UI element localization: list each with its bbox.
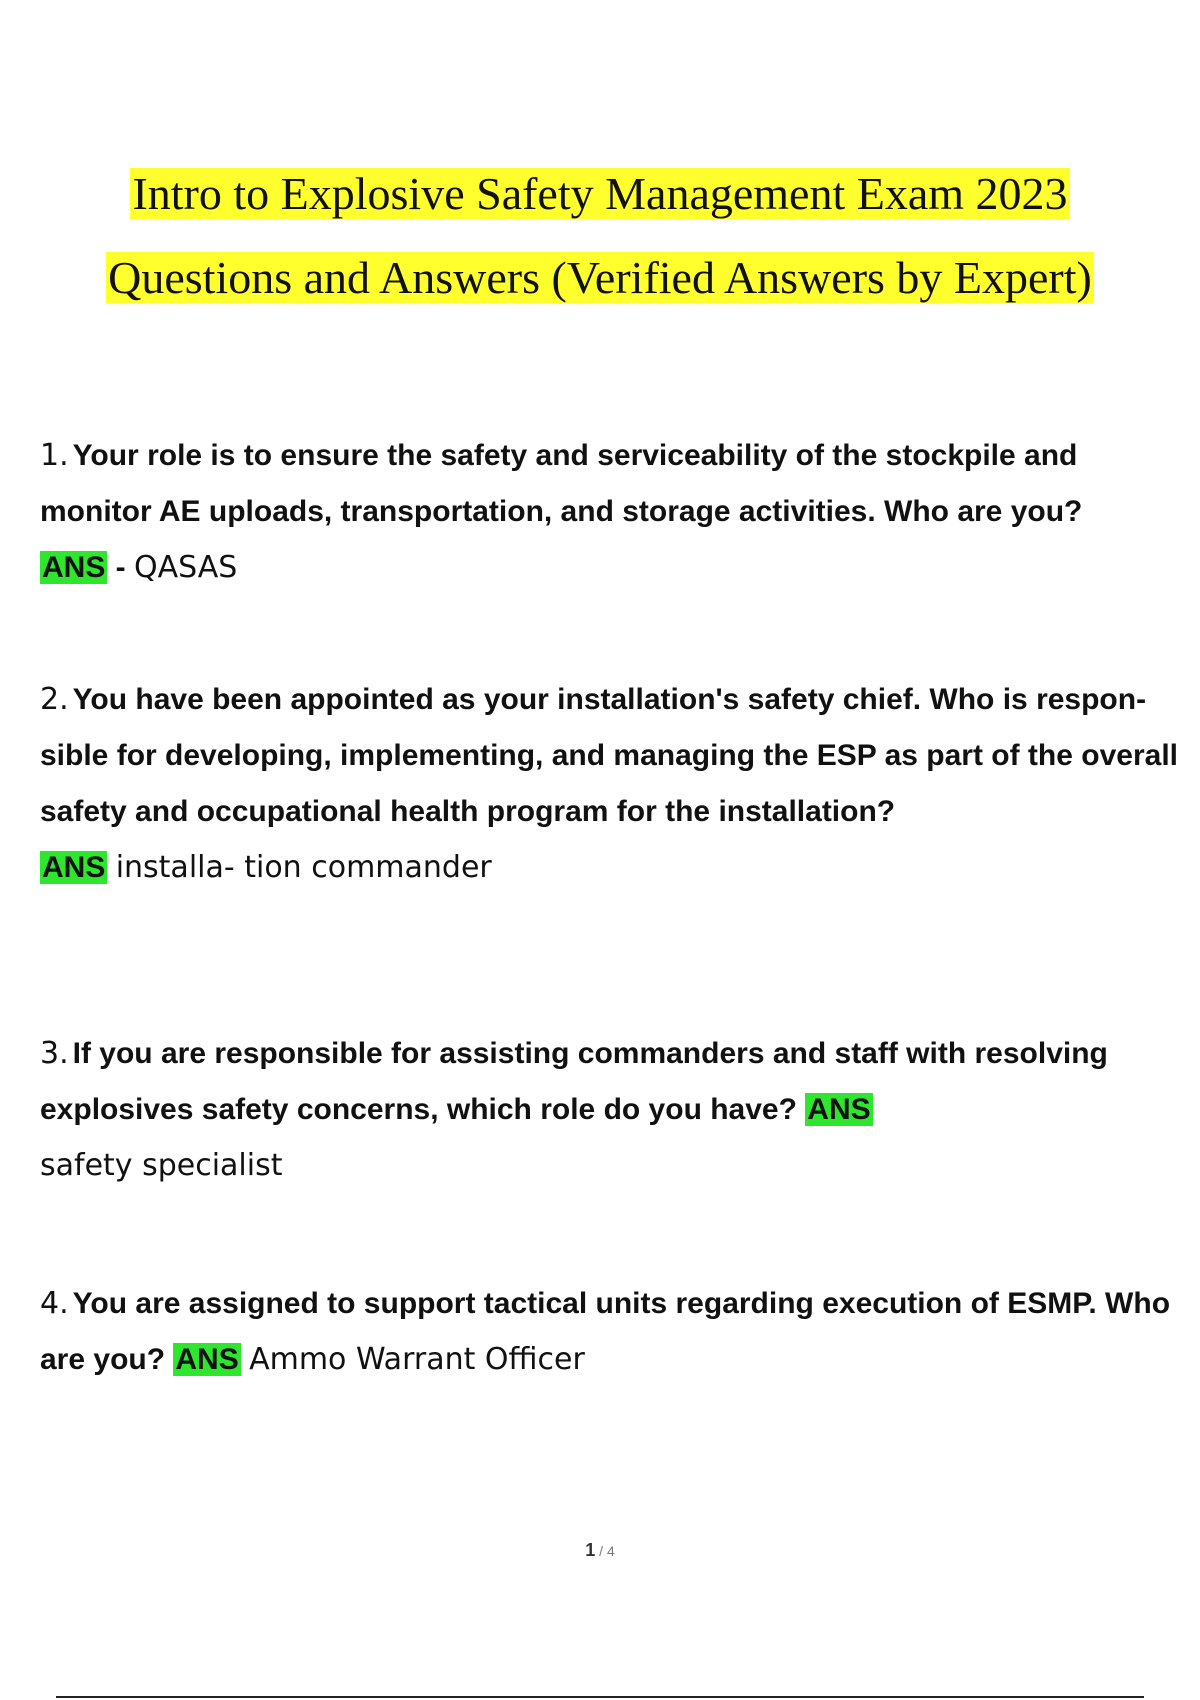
question-item bbox=[40, 672, 1180, 896]
question-number: 3. bbox=[40, 1036, 69, 1071]
answer-separator bbox=[107, 851, 115, 884]
title-highlight-2: Questions and Answers (Verified Answers by Expert) bbox=[108, 252, 1092, 303]
title-highlight-1: Intro to Explosive Safety Management Exam 2023 bbox=[132, 168, 1068, 219]
answer-text: Ammo Warrant Officer bbox=[249, 1342, 585, 1377]
answer-tag: ANS bbox=[807, 1093, 871, 1126]
document-title bbox=[0, 152, 1200, 320]
page-current: 1 bbox=[585, 1540, 596, 1560]
question-item bbox=[40, 1026, 1180, 1194]
answer-tag: ANS bbox=[42, 851, 106, 884]
answer-tag: ANS bbox=[175, 1343, 239, 1376]
page-divider bbox=[56, 1696, 1144, 1698]
question-text: You are assigned to support tactical units regarding execution of ESMP. Who are you? bbox=[40, 1287, 1171, 1376]
answer-tag: ANS bbox=[42, 551, 106, 584]
page-indicator bbox=[0, 1540, 1200, 1561]
question-text: Your role is to ensure the safety and serviceability of the stockpile and monitor AE uploads, transportation, and storage activities. Who are you? bbox=[40, 439, 1083, 528]
question-number: 2. bbox=[40, 682, 69, 717]
question-number: 1. bbox=[40, 438, 69, 473]
question-text: You have been appointed as your installation's safety chief. Who is respon- sible for developing, implementing, and managing the ESP as part of the overall safety and occupational health program for the installation? bbox=[40, 683, 1178, 828]
question-number: 4. bbox=[40, 1286, 69, 1321]
question-text: If you are responsible for assisting commanders and staff with resolving explosives safety concerns, which role do you have? bbox=[40, 1037, 1108, 1126]
answer-text: installa- tion commander bbox=[115, 850, 492, 885]
page-separator: / bbox=[595, 1543, 607, 1559]
title-line-1 bbox=[0, 152, 1200, 236]
page-total: 4 bbox=[606, 1543, 615, 1559]
answer-text: QASAS bbox=[134, 550, 238, 585]
question-item bbox=[40, 428, 1180, 596]
question-item bbox=[40, 1276, 1180, 1388]
answer-separator: - bbox=[107, 551, 135, 584]
title-line-2 bbox=[0, 236, 1200, 320]
answer-text: safety specialist bbox=[40, 1148, 283, 1183]
